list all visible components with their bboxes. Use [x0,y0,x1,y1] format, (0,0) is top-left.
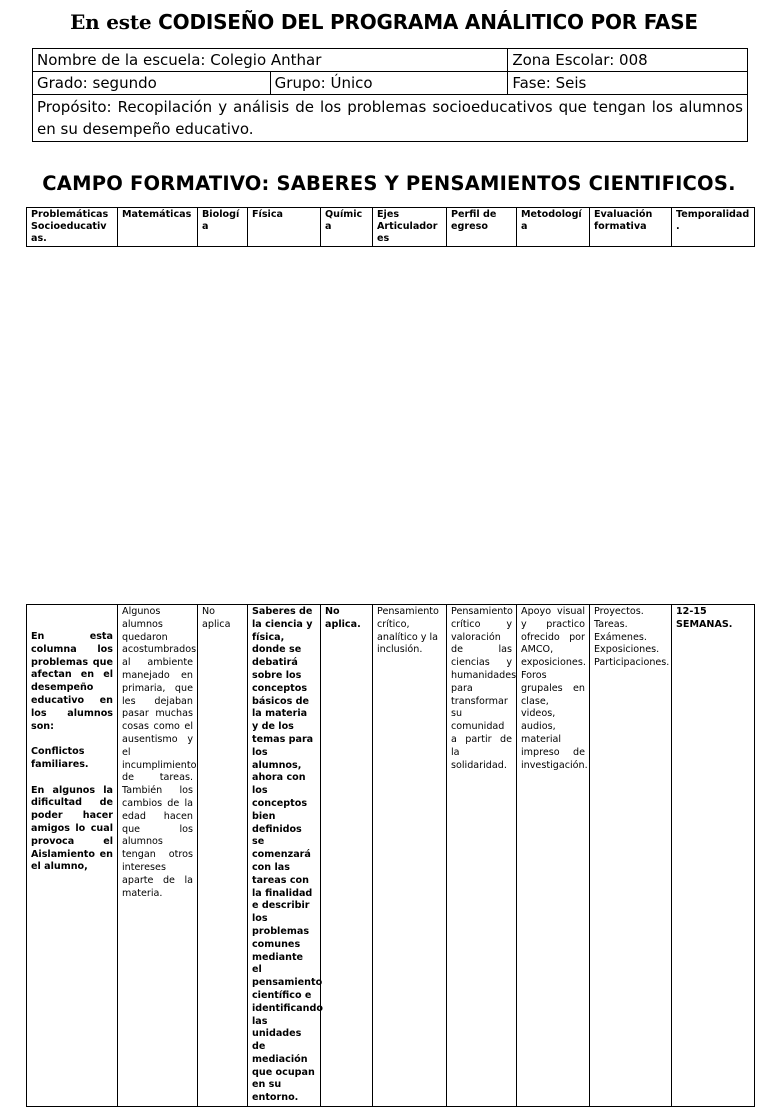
school-zone: Zona Escolar: 008 [508,49,748,72]
header-cell: Metodología [517,208,590,247]
evaluacion-item: Participaciones. [594,657,670,669]
header-cell: Química [321,208,373,247]
school-info-table [32,48,748,142]
evaluacion-item: Tareas. [594,618,628,630]
section-subtitle: CAMPO FORMATIVO: SABERES Y PENSAMIENTOS CIENTIFICOS. [42,172,736,195]
fisica-cell: Saberes de la ciencia y física, donde se debatirá sobre los conceptos básicos de la materia y de los temas para los alumnos, ahora con los conceptos bien definidos se comenzará con las tareas con la finalidad e describir los problemas comunes mediante el pensamiento científico e identificando las unidades de mediación que ocupan en su entorno. [248,605,321,1107]
header-cell: Matemáticas [118,208,198,247]
content-table [26,604,755,1107]
problematicas-item: Conflictos familiares. [31,746,89,770]
problematicas-item: En algunos la dificultad de poder hacer amigos lo cual provoca el Aislamiento en el alumno, [31,784,113,873]
perfil-cell: Pensamiento crítico y valoración de las ciencias y humanidades para transformar su comunidad a partir de la solidaridad. [447,605,517,1107]
header-cell: Ejes Articuladores [373,208,447,247]
document-title [0,10,768,34]
title-main: CODISEÑO DEL PROGRAMA ANÁLITICO POR FASE [158,10,698,34]
evaluacion-item: Proyectos. [594,606,644,617]
phase: Fase: Seis [508,72,748,95]
header-cell: Problemáticas Socioeducativas. [27,208,118,247]
header-cell: Física [248,208,321,247]
header-cell: Temporalidad. [672,208,755,247]
purpose: Propósito: Recopilación y análisis de los problemas socioeducativos que tengan los alumnos en su desempeño educativo. [33,95,748,142]
title-prefix: En este [70,10,152,34]
matematicas-cell: Algunos alumnos quedaron acostumbrados al ambiente manejado en primaria, que les dejaban pasar muchas cosas como el ausentismo y el incumplimiento de tareas. También los cambios de la edad hacen que los alumnos tengan otros intereses aparte de la materia. [118,605,198,1107]
header-table [26,207,755,247]
ejes-cell: Pensamiento crítico, analítico y la inclusión. [373,605,447,1107]
evaluacion-item: Exposiciones. [594,644,660,656]
header-cell: Evaluación formativa [590,208,672,247]
quimica-cell: No aplica. [321,605,373,1107]
grade: Grado: segundo [33,72,271,95]
evaluacion-item: Exámenes. [594,631,647,643]
table-row [27,605,755,1107]
metodologia-cell: Apoyo visual y practico ofrecido por AMCO, exposiciones. Foros grupales en clase, videos, audios, material impreso de investigación. [517,605,590,1107]
evaluacion-cell [590,605,672,1107]
header-cell: Perfil de egreso [447,208,517,247]
problematicas-cell [27,605,118,1107]
temporalidad-cell: 12-15 SEMANAS. [672,605,755,1107]
problematicas-intro: En esta columna los problemas que afectan en el desempeño educativo en los alumnos son: [31,631,113,732]
group: Grupo: Único [270,72,508,95]
biologia-cell: No aplica [198,605,248,1107]
header-cell: Biología [198,208,248,247]
school-name: Nombre de la escuela: Colegio Anthar [33,49,508,72]
